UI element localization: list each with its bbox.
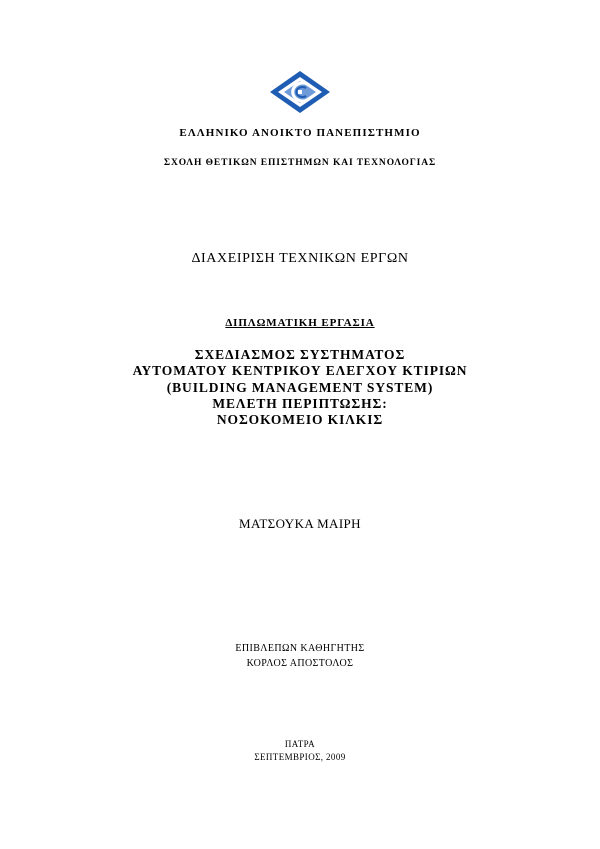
supervisor-label: ΕΠΙΒΛΕΠΩΝ ΚΑΘΗΓΗΤΗΣ (235, 643, 365, 654)
author-name: ΜΑΤΣΟΥΚΑ ΜΑΙΡΗ (239, 516, 361, 531)
school-name: ΣΧΟΛΗ ΘΕΤΙΚΩΝ ΕΠΙΣΤΗΜΩΝ ΚΑΙ ΤΕΧΝΟΛΟΓΙΑΣ (163, 158, 437, 168)
thesis-title-line: ΝΟΣΟΚΟΜΕΙΟ ΚΙΛΚΙΣ (216, 412, 384, 427)
thesis-title-line: ΑΥΤΟΜΑΤΟΥ ΚΕΝΤΡΙΚΟΥ ΕΛΕΓΧΟΥ ΚΤΙΡΙΩΝ (132, 363, 468, 378)
program-name: ΔΙΑΧΕΙΡΙΣΗ ΤΕΧΝΙΚΩΝ ΕΡΓΩΝ (191, 251, 409, 266)
university-logo-icon (269, 70, 331, 114)
place-name: ΠΑΤΡΑ (284, 739, 316, 749)
thesis-label: ΔΙΠΛΩΜΑΤΙΚΗ ΕΡΓΑΣΙΑ (225, 317, 375, 329)
publication-date: ΣΕΠΤΕΜΒΡΙΟΣ, 2009 (254, 752, 346, 762)
thesis-title-line: ΣΧΕΔΙΑΣΜΟΣ ΣΥΣΤΗΜΑΤΟΣ (194, 347, 406, 362)
university-name: ΕΛΛΗΝΙΚΟ ΑΝΟΙΚΤΟ ΠΑΝΕΠΙΣΤΗΜΙΟ (179, 127, 421, 139)
thesis-title-line: (BUILDING MANAGEMENT SYSTEM) (166, 380, 434, 395)
supervisor-name: ΚΟΡΛΟΣ ΑΠΟΣΤΟΛΟΣ (246, 658, 354, 669)
thesis-title-line: ΜΕΛΕΤΗ ΠΕΡΙΠΤΩΣΗΣ: (212, 396, 388, 411)
